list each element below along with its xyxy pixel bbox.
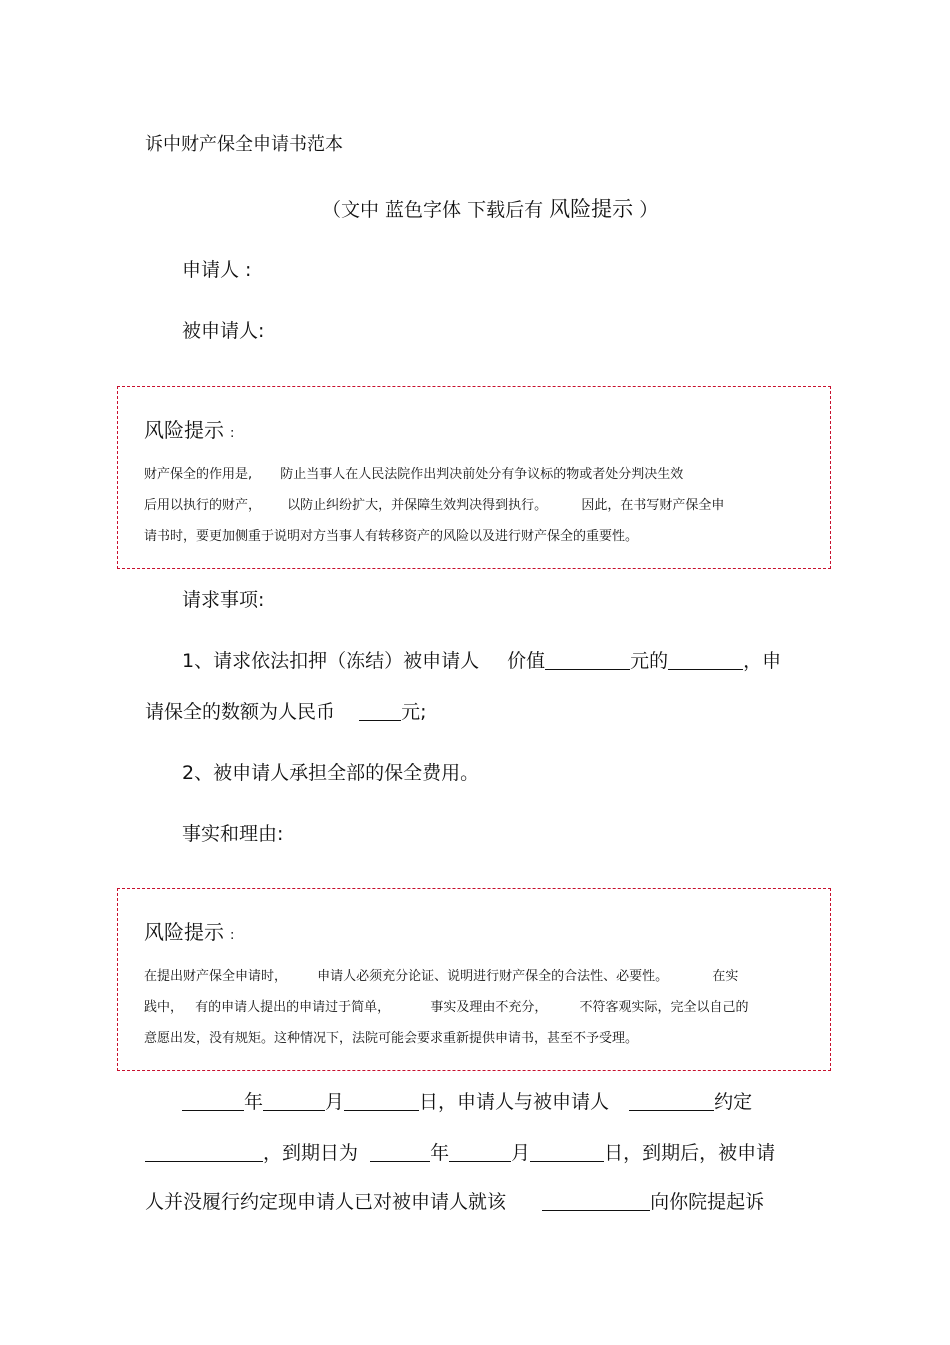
risk-2-line-2-d: 不符客观实际，完全以自己的: [579, 1000, 749, 1015]
download-note-emph: 风险提示: [549, 197, 634, 221]
risk-1-line-2-b: 以防止纠纷扩大，并保障生效判决得到执行。: [287, 498, 548, 513]
risk-2-line-3: 意愿出发，没有规矩。这种情况下，法院可能会要求重新提供申请书，甚至不予受理。: [144, 1031, 639, 1046]
risk-box-2: [117, 888, 831, 1071]
blank-month-2: [449, 1143, 511, 1162]
request-1-line-2: [145, 697, 426, 724]
risk-2-line-2-b: 有的申请人提出的申请过于简单，: [195, 1000, 391, 1015]
blank-matter: [542, 1192, 650, 1211]
risk-title-2-colon: :: [230, 928, 235, 943]
risk-2-line-1-a: 在提出财产保全申请时，: [144, 969, 288, 984]
day-clause: 日，申请人与被申请人: [419, 1091, 610, 1113]
month-label-2: 月: [511, 1142, 531, 1164]
blank-day-1: [344, 1092, 419, 1111]
risk-1-line-1: [144, 463, 683, 482]
risk-title-2: [144, 916, 234, 945]
download-note-suffix: ）: [639, 199, 659, 221]
blank-amount: [359, 702, 401, 721]
blank-agreement: [629, 1092, 714, 1111]
risk-1-line-1-b: 防止当事人在人民法院作出判决前处分有争议标的物或者处分判决生效: [280, 467, 684, 482]
request-1-e: 请保全的数额为人民币: [145, 701, 336, 723]
risk-1-line-2-a: 后用以执行的财产，: [144, 498, 262, 513]
blank-property: [668, 651, 743, 670]
risk-2-line-2: [144, 996, 748, 1015]
risk-2-line-2-c: 事实及理由不充分，: [430, 1000, 548, 1015]
blank-agreed-item: [145, 1143, 263, 1162]
risk-1-line-2-c: 因此，在书写财产保全申: [581, 498, 725, 513]
risk-title-2-text: 风险提示: [144, 920, 224, 944]
request-1-c: 元的: [630, 650, 669, 672]
blank-value: [545, 651, 630, 670]
blank-year-2: [370, 1143, 430, 1162]
due-prefix: ，到期日为: [263, 1142, 359, 1164]
risk-title-1: [144, 414, 234, 443]
download-note: [322, 193, 658, 223]
document-title: 诉中财产保全申请书范本: [145, 134, 343, 155]
risk-title-1-text: 风险提示: [144, 418, 224, 442]
date-line-2: [145, 1138, 775, 1165]
request-1-d: ，申: [743, 650, 782, 672]
agree-label: 约定: [714, 1091, 753, 1113]
request-2: 2、被申请人承担全部的保全费用。: [182, 762, 480, 784]
risk-2-line-1-c: 在实: [712, 969, 739, 984]
risk-2-line-2-a: 践中，: [144, 1000, 184, 1015]
request-1-a: 1、请求依法扣押（冻结）被申请人: [182, 650, 480, 672]
month-label-1: 月: [325, 1091, 345, 1113]
applicant-label: 申请人 :: [182, 259, 252, 281]
date-line-1: [182, 1087, 752, 1114]
blank-month-1: [263, 1092, 325, 1111]
due-suffix: 日，到期后，被申请: [604, 1142, 776, 1164]
risk-1-line-3: 请书时，要更加侧重于说明对方当事人有转移资产的风险以及进行财产保全的重要性。: [144, 529, 639, 544]
risk-2-line-1: [144, 965, 738, 984]
year-label-1: 年: [244, 1091, 264, 1113]
risk-title-1-colon: :: [230, 426, 235, 441]
requests-heading: 请求事项:: [182, 589, 265, 611]
respondent-label: 被申请人:: [182, 320, 265, 342]
risk-1-line-2: [144, 494, 724, 513]
risk-1-line-1-a: 财产保全的作用是,: [144, 467, 253, 482]
request-1-line-1: [182, 646, 781, 673]
risk-2-line-1-b: 申请人必须充分论证、说明进行财产保全的合法性、必要性。: [317, 969, 669, 984]
last-a: 人并没履行约定现申请人已对被申请人就该: [145, 1191, 507, 1213]
request-1-b: 价值: [507, 650, 546, 672]
facts-heading: 事实和理由:: [182, 823, 284, 845]
risk-box-1: [117, 386, 831, 569]
last-line: [145, 1187, 764, 1214]
request-1-f: 元;: [401, 701, 427, 723]
blank-year-1: [182, 1092, 244, 1111]
year-label-2: 年: [430, 1142, 450, 1164]
last-b: 向你院提起诉: [650, 1191, 765, 1213]
download-note-prefix: （文中 蓝色字体 下载后有: [322, 199, 544, 221]
blank-day-2: [530, 1143, 604, 1162]
